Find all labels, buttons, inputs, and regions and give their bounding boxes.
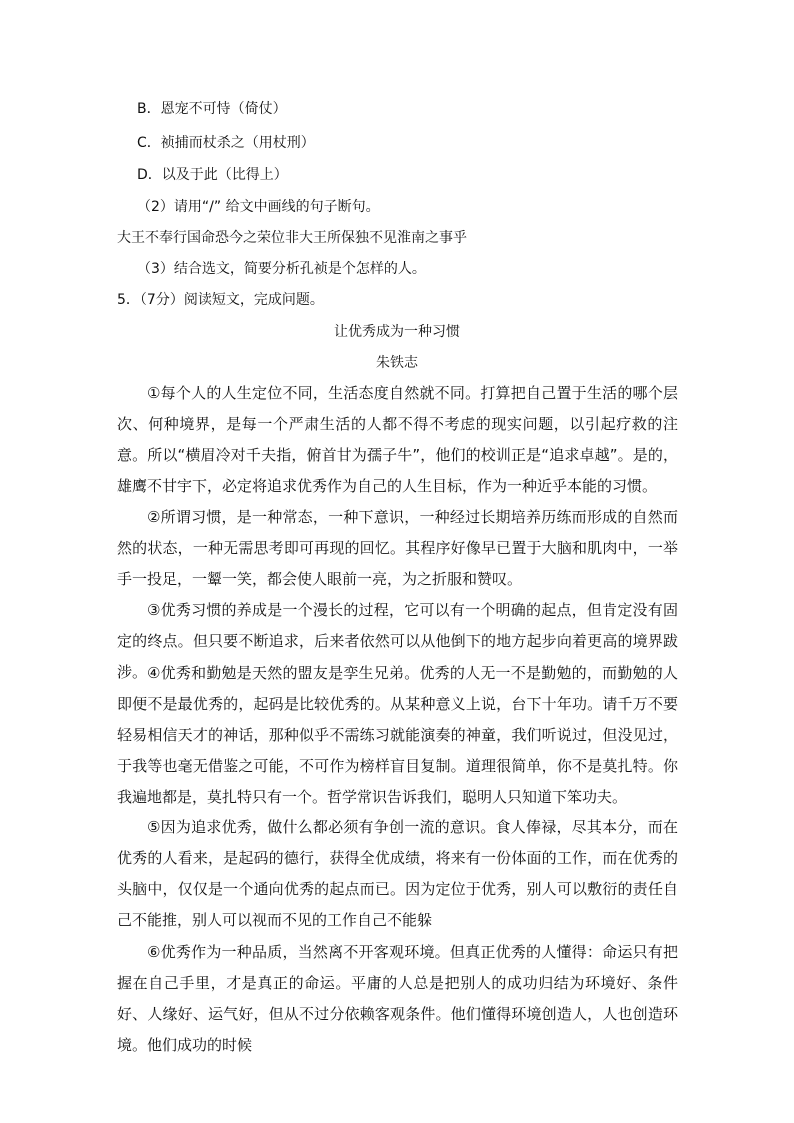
paragraph-2: ②所谓习惯，是一种常态，一种下意识，一种经过长期培养历练而形成的自然而然的状态，一种无需思考即可再现的回忆。其程序好像早已置于大脑和肌肉中，一举手一投足，一颦一笑，都会使人眼前一亮，为之折服和赞叹。 bbox=[117, 508, 678, 588]
paragraph-6: ⑥优秀作为一种品质，当然离不开客观环境。但真正优秀的人懂得：命运只有把握在自己手里，才是真正的命运。平庸的人总是把别人的成功归结为环境好、条件好、人缘好、运气好，但从不过分依赖客观条件。他们懂得环境创造人，人也创造环境。他们成功的时候 bbox=[117, 943, 678, 1054]
paragraph-5: ⑤因为追求优秀，做什么都必须有争创一流的意识。食人俸禄，尽其本分，而在优秀的人看来，是起码的德行，获得全优成绩，将来有一份体面的工作，而在优秀的头脑中，仅仅是一个通向优秀的起点而已。因为定位于优秀，别人可以敷衍的责任自己不能推，别人可以视而不见的工作自己不能躲 bbox=[117, 818, 678, 929]
sub-question-2: （2）请用“/” 给文中画线的句子断句。 bbox=[137, 199, 380, 215]
paragraph-1: ①每个人的人生定位不同，生活态度自然就不同。打算把自己置于生活的哪个层次、何种境界，是每一个严肃生活的人都不得不考虑的现实问题，以引起疗救的注意。所以“横眉冷对千夫指，俯首甘为孺子牛”，他们的校训正是“追求卓越”。是的，雄鹰不甘宇下，必定将追求优秀作为自己的人生目标，作为一种近乎本能的习惯。 bbox=[117, 384, 678, 495]
option-d: D．以及于此（比得上） bbox=[137, 167, 288, 183]
paragraph-4: ④优秀和勤勉是天然的盟友是孪生兄弟。优秀的人无一不是勤勉的，而勤勉的人即便不是最优秀的，起码是比较优秀的。从某种意义上说，台下十年功。请千万不要轻易相信天才的神话，那种似乎不需练习就能演奏的神童，我们听说过，但没见过，于我等也毫无借鉴之可能，不可作为榜样盲目复制。道理很简单，你不是莫扎特。你我遍地都是，莫扎特只有一个。哲学常识告诉我们，聪明人只知道下笨功夫。 bbox=[117, 664, 678, 806]
paragraph-3: ③优秀习惯的养成是一个漫长的过程，它可以有一个明确的起点，但肯定没有固定的终点。但只要不断追求，后来者依然可以从他倒下的地方起步向着更高的境界跋涉。 bbox=[117, 601, 678, 681]
article-author: 朱铁志 bbox=[376, 355, 418, 371]
sub-question-3: （3）结合选文，简要分析孔祯是个怎样的人。 bbox=[137, 261, 426, 277]
option-b: B．恩宠不可恃（倚仗） bbox=[137, 101, 287, 117]
option-c: C．祯捕而杖杀之（用杖刑） bbox=[137, 135, 315, 151]
question-5-heading: 5．（7分）阅读短文，完成问题。 bbox=[117, 292, 324, 308]
punctuation-sentence: 大王不奉行国命恐今之荣位非大王所保独不见淮南之事乎 bbox=[117, 230, 467, 246]
article-title: 让优秀成为一种习惯 bbox=[334, 324, 460, 340]
